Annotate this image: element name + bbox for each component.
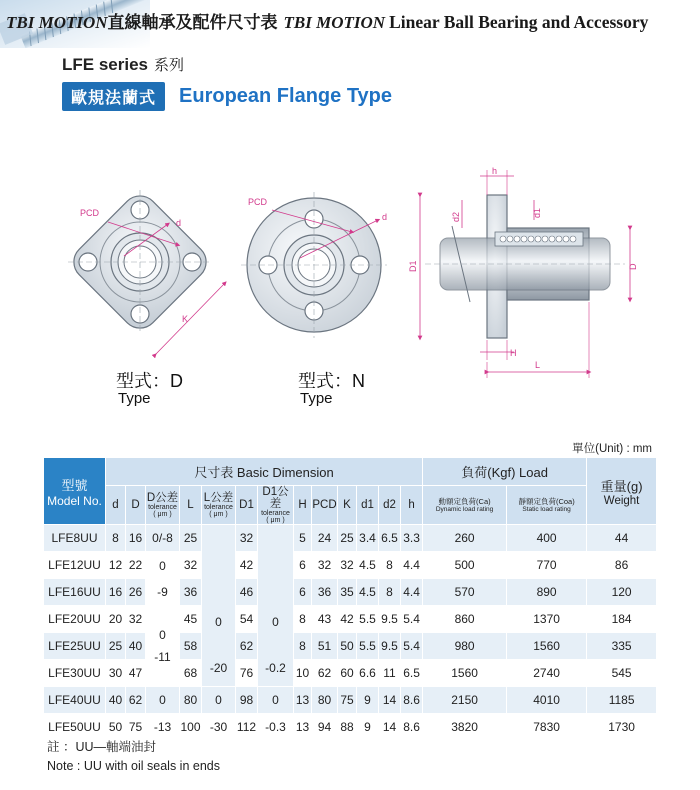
cell-ca: 1560 xyxy=(423,660,507,687)
cell-h: 4.4 xyxy=(401,579,423,606)
square-flange-drawing xyxy=(66,188,225,355)
cell-model: LFE30UU xyxy=(44,660,106,687)
cell-d: 12 xyxy=(106,552,126,579)
model-header xyxy=(44,458,106,525)
cell-D1-tol-merged xyxy=(258,525,294,687)
table-row xyxy=(44,660,657,687)
cell-weight: 44 xyxy=(587,525,657,552)
table-row xyxy=(44,579,657,606)
tol-unit: ( μm ) xyxy=(266,517,285,524)
col-D-tol xyxy=(146,486,180,525)
col-coa-cn: 靜額定負荷(Coa) xyxy=(518,496,575,506)
cell-L: 25 xyxy=(180,525,202,552)
cell-PCD: 43 xyxy=(312,606,338,633)
cell-D-tol-0: 0 xyxy=(159,558,166,573)
col-H: H xyxy=(294,486,312,525)
header-title xyxy=(6,8,648,33)
col-ca-en: Dynamic load rating xyxy=(435,505,494,513)
cell-d1: 4.5 xyxy=(357,579,379,606)
cell-D1-tol: 0 xyxy=(258,687,294,714)
cell-weight: 184 xyxy=(587,606,657,633)
cell-L: 80 xyxy=(180,687,202,714)
cell-H: 6 xyxy=(294,552,312,579)
col-ca-cn: 動額定負荷(Ca) xyxy=(438,496,491,506)
cell-D1-tol-0: 0 xyxy=(272,614,279,629)
table-row xyxy=(44,552,657,579)
col-D: D xyxy=(126,486,146,525)
dimension-table xyxy=(43,457,657,741)
col-coa xyxy=(507,486,587,525)
cell-weight: 545 xyxy=(587,660,657,687)
col-D1: D1 xyxy=(236,486,258,525)
table-row xyxy=(44,606,657,633)
cell-d2: 6.5 xyxy=(379,525,401,552)
tol-unit: ( μm ) xyxy=(209,511,228,518)
pcd-label-round: PCD xyxy=(248,197,268,207)
d1-label: d1 xyxy=(532,207,542,218)
cell-coa: 7830 xyxy=(507,714,587,741)
h-label: h xyxy=(492,166,498,176)
weight-header-cn: 重量(g) xyxy=(600,478,643,494)
table-row xyxy=(44,687,657,714)
cell-ca: 570 xyxy=(423,579,507,606)
cell-D-tol-11: -11 xyxy=(154,650,171,664)
type-badge: 歐規法蘭式 xyxy=(62,82,165,111)
cell-D1: 46 xyxy=(236,579,258,606)
model-header-en: Model No. xyxy=(47,493,102,508)
dimension-header: 尺寸表 Basic Dimension xyxy=(106,458,423,486)
col-D1-tol-label: D1公差 xyxy=(262,486,289,510)
cell-d2: 8 xyxy=(379,552,401,579)
cell-K: 25 xyxy=(338,525,357,552)
cell-ca: 860 xyxy=(423,606,507,633)
cell-H: 13 xyxy=(294,714,312,741)
cell-D-tol: -13 xyxy=(146,714,180,741)
round-flange-drawing xyxy=(241,192,387,338)
cell-model: LFE25UU xyxy=(44,633,106,660)
header-title-en: Linear Ball Bearing and Accessory xyxy=(389,12,649,32)
cell-coa: 2740 xyxy=(507,660,587,687)
cell-d2: 14 xyxy=(379,687,401,714)
d2-label: d2 xyxy=(451,211,461,222)
col-ca xyxy=(423,486,507,525)
cell-d: 40 xyxy=(106,687,126,714)
cell-weight: 1185 xyxy=(587,687,657,714)
cell-d1: 6.6 xyxy=(357,660,379,687)
col-coa-en: Static load rating xyxy=(522,505,571,513)
brand-name: TBI MOTION xyxy=(6,13,108,32)
cell-L: 32 xyxy=(180,552,202,579)
cell-H: 8 xyxy=(294,633,312,660)
cell-K: 88 xyxy=(338,714,357,741)
tol-unit: ( μm ) xyxy=(153,511,172,518)
cell-h: 8.6 xyxy=(401,714,423,741)
cell-H: 10 xyxy=(294,660,312,687)
d-label-round: d xyxy=(382,212,388,222)
D-label: D xyxy=(628,263,638,270)
col-PCD: PCD xyxy=(312,486,338,525)
cell-ca: 260 xyxy=(423,525,507,552)
cell-h: 4.4 xyxy=(401,552,423,579)
caption-type-d: 型式：D xyxy=(116,371,183,391)
cell-ca: 500 xyxy=(423,552,507,579)
cell-H: 5 xyxy=(294,525,312,552)
series-title xyxy=(62,54,184,75)
weight-header xyxy=(587,458,657,525)
cell-L: 100 xyxy=(180,714,202,741)
cell-d: 50 xyxy=(106,714,126,741)
cell-D1: 62 xyxy=(236,633,258,660)
cell-K: 32 xyxy=(338,552,357,579)
cell-L-tol-20: -20 xyxy=(209,660,228,675)
cell-coa: 400 xyxy=(507,525,587,552)
col-d1: d1 xyxy=(357,486,379,525)
cell-D: 32 xyxy=(126,606,146,633)
col-L: L xyxy=(180,486,202,525)
cell-model: LFE16UU xyxy=(44,579,106,606)
k-label: K xyxy=(182,314,189,324)
type-title: European Flange Type xyxy=(179,84,393,107)
cell-H: 13 xyxy=(294,687,312,714)
cell-model: LFE8UU xyxy=(44,525,106,552)
cell-D1: 42 xyxy=(236,552,258,579)
cell-D: 26 xyxy=(126,579,146,606)
cell-L: 68 xyxy=(180,660,202,687)
cell-coa: 1560 xyxy=(507,633,587,660)
cell-D: 22 xyxy=(126,552,146,579)
cell-D-tol-merged-b xyxy=(146,606,180,687)
cell-H: 8 xyxy=(294,606,312,633)
cell-d2: 9.5 xyxy=(379,633,401,660)
cell-h: 8.6 xyxy=(401,687,423,714)
cell-h: 5.4 xyxy=(401,633,423,660)
unit-label: 單位(Unit) : mm xyxy=(572,443,652,455)
cell-K: 42 xyxy=(338,606,357,633)
cell-L-tol: -30 xyxy=(202,714,236,741)
cell-d1: 4.5 xyxy=(357,552,379,579)
caption-type-d-en: Type xyxy=(118,390,151,407)
weight-header-en: Weight xyxy=(603,494,640,507)
cell-PCD: 51 xyxy=(312,633,338,660)
cell-D1: 112 xyxy=(236,714,258,741)
cell-PCD: 32 xyxy=(312,552,338,579)
table-row xyxy=(44,633,657,660)
cell-model: LFE40UU xyxy=(44,687,106,714)
cell-d1: 5.5 xyxy=(357,633,379,660)
cell-H: 6 xyxy=(294,579,312,606)
tol-en: tolerance xyxy=(148,504,177,511)
footnote-en: Note : UU with oil seals in ends xyxy=(47,759,220,773)
cell-D: 47 xyxy=(126,660,146,687)
cell-ca: 980 xyxy=(423,633,507,660)
cell-model: LFE20UU xyxy=(44,606,106,633)
cell-K: 50 xyxy=(338,633,357,660)
cell-D-tol-merged-a xyxy=(146,552,180,606)
cell-K: 75 xyxy=(338,687,357,714)
cell-D-tol: 0/-8 xyxy=(146,525,180,552)
cell-d: 8 xyxy=(106,525,126,552)
col-L-tol-label: L公差 xyxy=(203,492,234,504)
cell-coa: 770 xyxy=(507,552,587,579)
cell-L: 36 xyxy=(180,579,202,606)
cell-D1-tol-02: -0.2 xyxy=(265,660,286,675)
cell-PCD: 80 xyxy=(312,687,338,714)
series-name: LFE series xyxy=(62,55,148,74)
cell-h: 6.5 xyxy=(401,660,423,687)
cell-D-tol-0b: 0 xyxy=(159,628,166,642)
cell-weight: 120 xyxy=(587,579,657,606)
brand-name-2: TBI MOTION xyxy=(283,13,386,32)
cell-d1: 3.4 xyxy=(357,525,379,552)
col-K: K xyxy=(338,486,357,525)
footnote xyxy=(47,738,220,776)
cell-h: 3.3 xyxy=(401,525,423,552)
col-d2: d2 xyxy=(379,486,401,525)
cell-d: 20 xyxy=(106,606,126,633)
cell-PCD: 24 xyxy=(312,525,338,552)
cell-D: 62 xyxy=(126,687,146,714)
cell-weight: 1730 xyxy=(587,714,657,741)
col-D1-tol xyxy=(258,486,294,525)
cell-K: 60 xyxy=(338,660,357,687)
cell-weight: 86 xyxy=(587,552,657,579)
cell-d1: 9 xyxy=(357,714,379,741)
cell-weight: 335 xyxy=(587,633,657,660)
caption-type-n: 型式：N xyxy=(298,371,365,391)
cell-d2: 11 xyxy=(379,660,401,687)
d-label-square: d xyxy=(176,218,182,228)
cell-D-tol-9: -9 xyxy=(157,584,168,599)
cell-coa: 4010 xyxy=(507,687,587,714)
series-name-cn: 系列 xyxy=(154,57,185,74)
cell-d2: 14 xyxy=(379,714,401,741)
cell-D: 75 xyxy=(126,714,146,741)
cell-L-tol-0: 0 xyxy=(215,614,222,629)
D1-label: D1 xyxy=(408,260,418,272)
cell-ca: 2150 xyxy=(423,687,507,714)
load-header: 負荷(Kgf) Load xyxy=(423,458,587,486)
cell-D1: 76 xyxy=(236,660,258,687)
cell-d2: 8 xyxy=(379,579,401,606)
cell-d2: 9.5 xyxy=(379,606,401,633)
model-header-cn: 型號 xyxy=(61,477,88,493)
footnote-cn: 註 ：UU—軸端油封 xyxy=(47,740,157,754)
cell-h: 5.4 xyxy=(401,606,423,633)
cell-D1: 98 xyxy=(236,687,258,714)
cell-L-tol: 0 xyxy=(202,687,236,714)
H-label: H xyxy=(510,348,517,358)
tol-en: tolerance xyxy=(204,504,233,511)
cell-model: LFE50UU xyxy=(44,714,106,741)
cell-D-tol: 0 xyxy=(146,687,180,714)
cell-D1-tol: -0.3 xyxy=(258,714,294,741)
cell-coa: 890 xyxy=(507,579,587,606)
caption-type-n-en: Type xyxy=(300,390,333,407)
L-label: L xyxy=(535,360,541,370)
cell-D: 40 xyxy=(126,633,146,660)
side-view-drawing xyxy=(408,166,638,378)
col-d: d xyxy=(106,486,126,525)
pcd-label-square: PCD xyxy=(80,208,100,218)
cell-D: 16 xyxy=(126,525,146,552)
cell-ca: 3820 xyxy=(423,714,507,741)
col-h: h xyxy=(401,486,423,525)
cell-PCD: 62 xyxy=(312,660,338,687)
cell-L-tol-merged xyxy=(202,525,236,687)
type-heading xyxy=(62,82,392,110)
header-title-cn: 直線軸承及配件尺寸表 xyxy=(107,13,278,32)
cell-d1: 9 xyxy=(357,687,379,714)
page-header xyxy=(0,0,700,48)
cell-d: 25 xyxy=(106,633,126,660)
cell-K: 35 xyxy=(338,579,357,606)
cell-d: 30 xyxy=(106,660,126,687)
cell-coa: 1370 xyxy=(507,606,587,633)
table-row xyxy=(44,525,657,552)
col-L-tol xyxy=(202,486,236,525)
cell-L: 58 xyxy=(180,633,202,660)
tol-en: tolerance xyxy=(261,510,290,517)
cell-model: LFE12UU xyxy=(44,552,106,579)
cell-L: 45 xyxy=(180,606,202,633)
cell-PCD: 36 xyxy=(312,579,338,606)
cell-D1: 54 xyxy=(236,606,258,633)
cell-d: 16 xyxy=(106,579,126,606)
cell-d1: 5.5 xyxy=(357,606,379,633)
table-row xyxy=(44,714,657,741)
cell-PCD: 94 xyxy=(312,714,338,741)
col-D-tol-label: D公差 xyxy=(146,492,179,504)
cell-D1: 32 xyxy=(236,525,258,552)
